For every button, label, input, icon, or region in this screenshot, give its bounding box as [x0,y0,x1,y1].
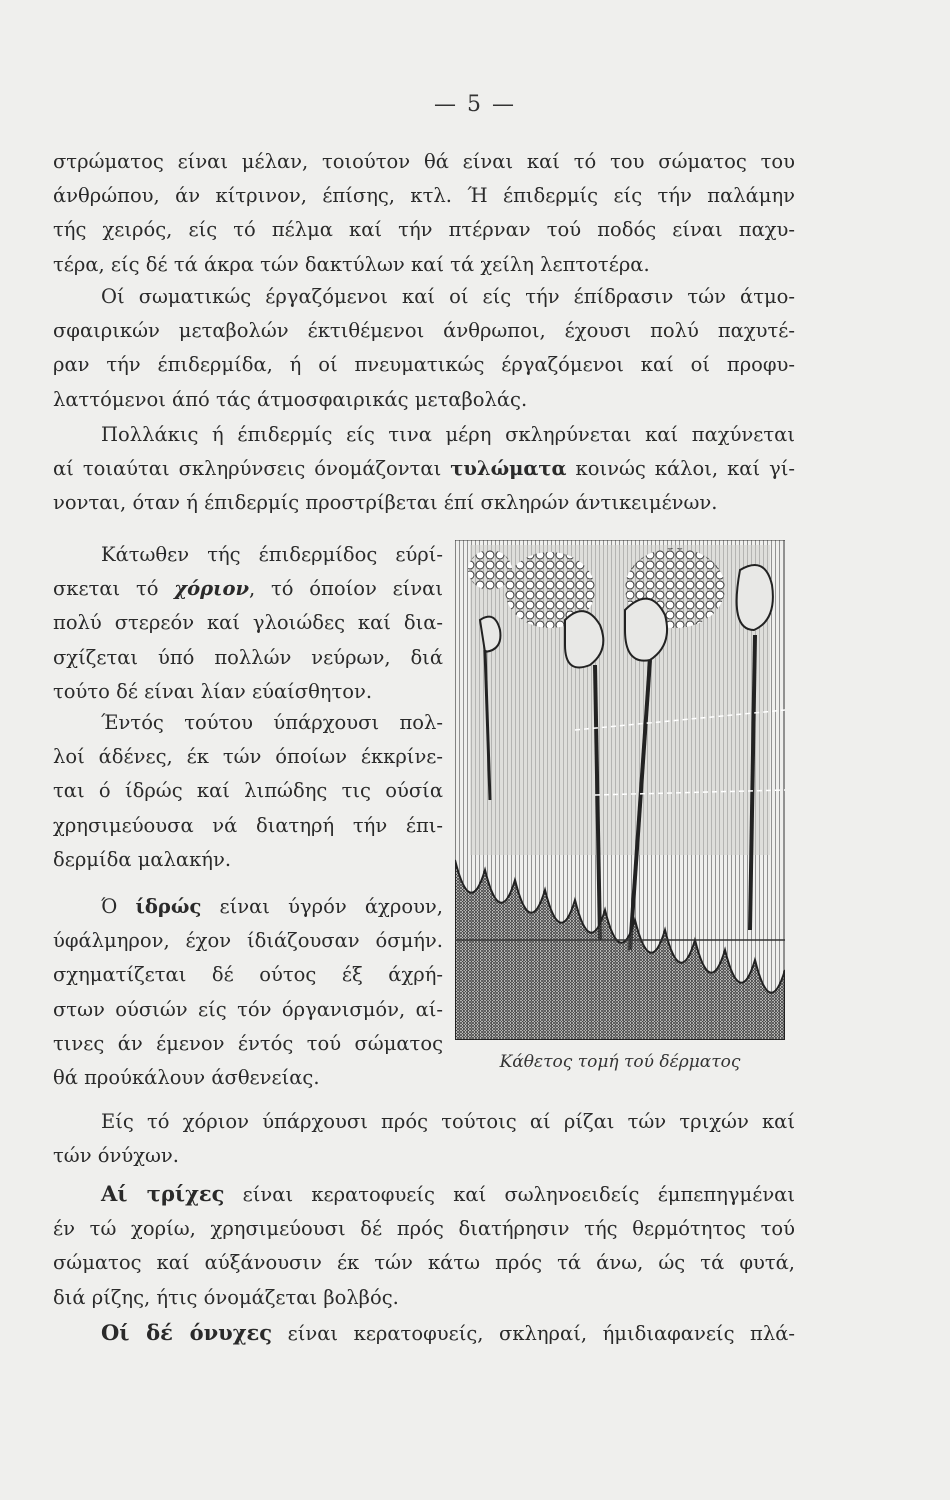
text-run: σκεται τό [53,577,175,601]
text-run: κοινώς κάλοι, καί γί- [566,457,795,481]
text-line: σχίζεται ύπό πολλών νεύρων, διά [53,645,443,669]
text-line: θά προύκάλουν άσθενείας. [53,1066,320,1090]
skin-section-illustration [455,540,785,1040]
text-line: Οί σωματικώς έργαζόμενοι καί οί είς τήν έπίδρασιν τών άτμο- [101,285,795,308]
term-sweat: ίδρώς [135,895,202,918]
text-line [53,890,443,924]
text-line: χρησιμεύουσα νά διατηρή τήν έπι- [53,813,443,837]
text-line: στρώματος είναι μέλαν, τοιούτον θά είναι καί τό του σώματος του [53,150,795,173]
text-run: Ό [101,895,136,918]
paragraph-2 [53,280,795,417]
text-line: Έντός τούτου ύπάρχουσι πολ- [101,711,443,734]
text-line: ται ό ίδρώς καί λιπώδης τις ούσία [53,779,443,803]
text-line: σώματος καί αύξάνουσιν έκ τών κάτω πρός τά άνω, ώς τά φυτά, [53,1251,795,1275]
text-line: Κάτωθεν τής έπιδερμίδος εύρί- [101,543,443,566]
text-line [53,1316,795,1351]
column-paragraph-chorion [53,538,443,709]
heading-hair: Αί τρίχες [101,1181,225,1206]
text-run: είναι ύγρόν άχρουν, [201,895,443,918]
text-line: τούτο δέ είναι λίαν εύαίσθητον. [53,679,373,703]
text-line: έν τώ χορίω, χρησιμεύουσι δέ πρός διατήρησιν τής θερμότητος τού [53,1217,795,1241]
text-line [53,572,443,606]
text-line: Είς τό χόριον ύπάρχουσι πρός τούτοις αί ρίζαι τών τριχών καί [101,1110,795,1133]
text-line: λοί άδένες, έκ τών όποίων έκκρίνε- [53,745,443,769]
figure-caption: Κάθετος τομή τού δέρματος [499,1052,741,1072]
text-line: λαττόμενοι άπό τάς άτμοσφαιρικάς μεταβολάς. [53,387,528,411]
text-line: σφαιρικών μεταβολών έκτιθέμενοι άνθρωποι, έχουσι πολύ παχυτέ- [53,319,795,343]
paragraph-nails [53,1316,795,1351]
text-line [53,452,795,486]
text-line: νονται, όταν ή έπιδερμίς προστρίβεται έπί σκληρών άντικειμένων. [53,491,718,515]
text-line: τής χειρός, είς τό πέλμα καί τήν πτέρναν τού ποδός είναι παχυ- [53,218,795,242]
text-line: Πολλάκις ή έπιδερμίς είς τινα μέρη σκληρύνεται καί παχύνεται [101,423,795,446]
text-line: ραν τήν έπιδερμίδα, ή οί πνευματικώς έργαζόμενοι καί οί προφυ- [53,353,795,377]
text-run: , τό όποίον είναι [249,577,443,601]
text-run: είναι κερατοφυείς, σκληραί, ήμιδιαφανείς πλά- [272,1322,795,1345]
text-line [53,1177,795,1212]
paragraph-hair [53,1177,795,1315]
page-number: — 5 — [434,92,516,117]
text-run: αί τοιαύται σκληρύνσεις όνομάζονται [53,457,451,481]
text-line: άνθρώπου, άν κίτρινον, έπίσης, κτλ. Ή έπιδερμίς είς τήν παλάμην [53,184,795,208]
text-line: σχηματίζεται δέ ούτος έξ άχρή- [53,963,443,987]
text-line: στων ούσιών είς τόν όργανισμόν, αί- [53,997,443,1021]
text-line: τέρα, είς δέ τά άκρα τών δακτύλων καί τά χείλη λεπτοτέρα. [53,252,650,276]
paragraph-3 [53,418,795,521]
paragraph-1 [53,145,795,282]
term-tylomata: τυλώματα [450,457,567,481]
text-line: δερμίδα μαλακήν. [53,847,232,871]
term-chorion: χόριον [174,577,250,601]
text-line: ύφάλμηρον, έχον ίδιάζουσαν όσμήν. [53,929,443,953]
column-paragraph-glands [53,706,443,877]
text-line: τινες άν έμενον έντός τού σώματος [53,1031,443,1055]
text-line: τών όνύχων. [53,1144,179,1168]
heading-nails: Οί δέ όνυχες [101,1320,273,1345]
text-line: διά ρίζης, ήτις όνομάζεται βολβός. [53,1285,399,1309]
paragraph-roots [53,1105,795,1173]
text-line: πολύ στερεόν καί γλοιώδες καί δια- [53,611,443,635]
text-run: είναι κερατοφυείς καί σωληνοειδείς έμπεπηγμέναι [224,1183,795,1206]
column-paragraph-sweat [53,890,443,1095]
